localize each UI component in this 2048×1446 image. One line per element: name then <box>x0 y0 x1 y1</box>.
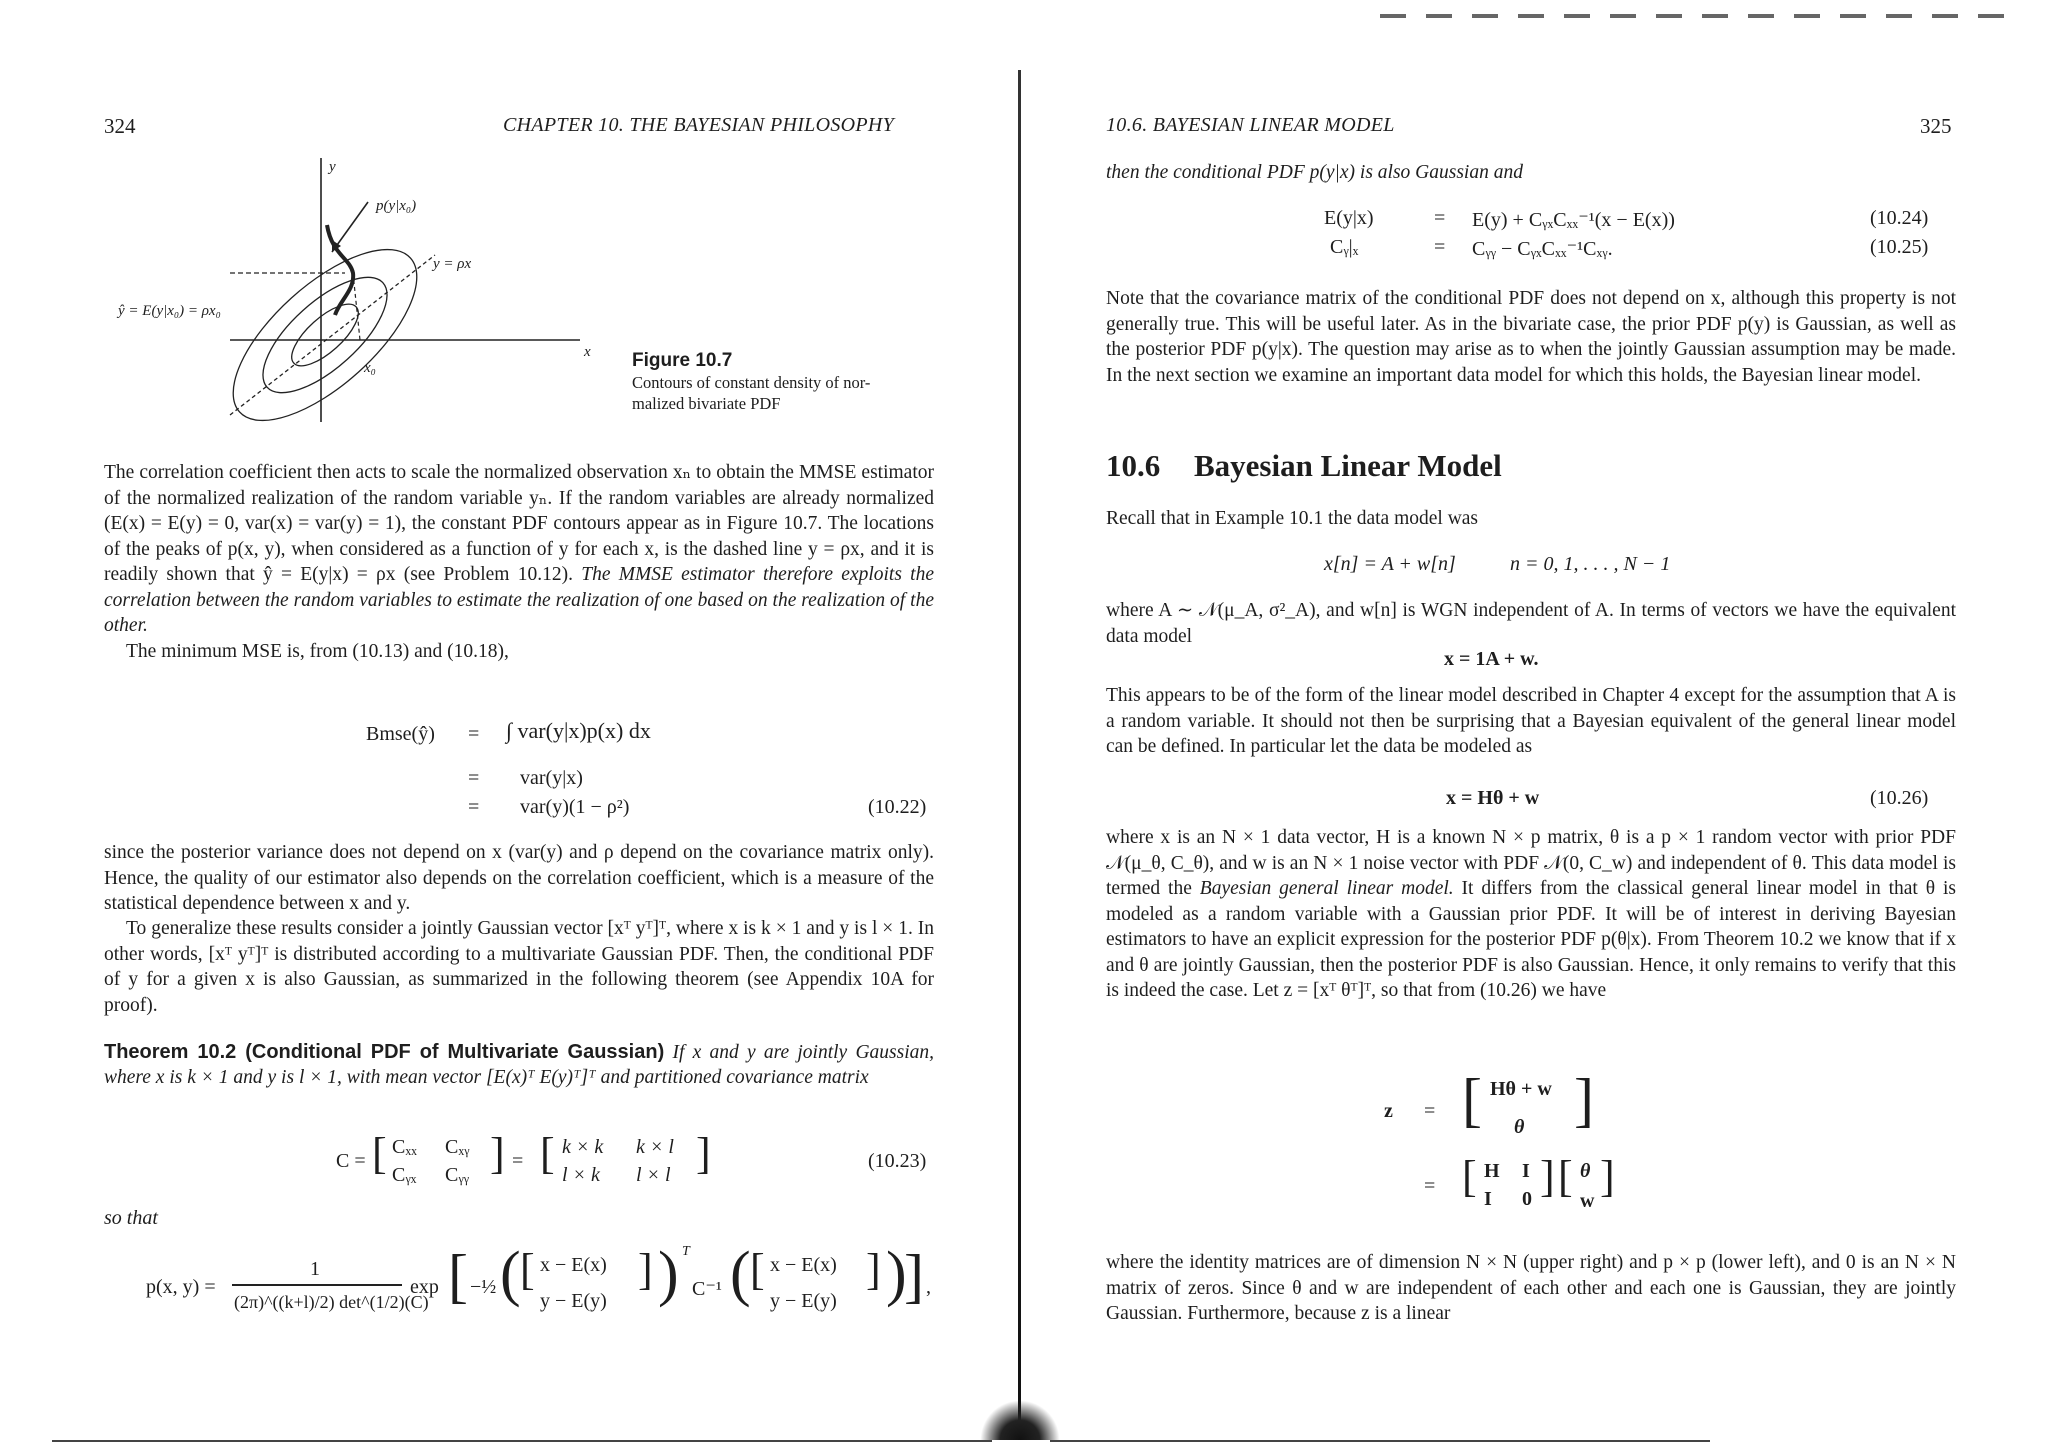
book-gutter <box>1018 70 1021 1425</box>
z-m22: 0 <box>1522 1188 1532 1210</box>
figure-label-estimate: ŷ = E(y|x₀) = ρx₀ <box>118 303 221 319</box>
left-page: 324 CHAPTER 10. THE BAYESIAN PHILOSOPHY y x p(y|x₀) y = ρx ŷ = E(y|x₀) = ρx₀ x₀ Figure 10.7 Contours of constant density of nor- malized bivariate PDF The correlation coefficient then acts to scale the normalized observation xₙ to obtain the MMSE estimator of the normalized realization of the random variable yₙ. If the random variables are already normalized (E(x) = E(y) = 0, var(x) = var(y) = 1), the constant PDF contours appear as in Figure 10.7. The locations of the peaks of p(x, y), when considered as a function of y for each x, is the dashed line y = ρx, and it is readily shown that ŷ = E(y|x) = ρx (see Problem 10.12). The MMSE estimator therefore exploits the correlation between the random variables to estimate the realization of one based on the realization of the other. The minimum MSE is, from (10.13) and (10.18), Bmse(ŷ) = ∫ var(y|x)p(x) dx = var(y|x) = var(y)(1 − ρ²) (10.22) since the posterior variance does not depend on x (var(y) and ρ depend on the covariance matrix only). Hence, the quality of our estimator also depends on the correlation coefficient, which is a measure of the statistical dependence between x and y. To generalize these results consider a jointly Gaussian vector [xᵀ yᵀ]ᵀ, where x is k × 1 and y is l × 1. In other words, [xᵀ yᵀ]ᵀ is distributed according to a multivariate Gaussian PDF. Then, the conditional PDF of y for a given x is also Gaussian, as summarized in the following theorem (see Appendix 10A for proof). Theorem 10.2 (Conditional PDF of Multivariate Gaussian) If x and y are jointly Gaussian, where x is k × 1 and y is l × 1, with mean vector [E(x)ᵀ E(y)ᵀ]ᵀ and partitioned covariance matrix C = [ Cₓₓ Cₓᵧ Cᵧₓ Cᵧᵧ ] = [ k × k k × l l × k l × l ] (10.23) so that p(x, y) = 1 (2π)^((k+l)/2) det^(1/2)(C) exp [ −½ ( [ x − E(x) y − E(y) ] ) T C⁻¹ ( [ x − E(x) y − E(y) ] ) ] , <box>0 0 1020 1446</box>
eq24-lhs: E(y|x) <box>1324 207 1374 229</box>
pdf-vec-bottom: y − E(y) <box>540 1290 607 1312</box>
bmse-rhs-final: var(y)(1 − ρ²) <box>520 796 630 818</box>
right-page: 10.6. BAYESIAN LINEAR MODEL 325 then the conditional PDF p(y|x) is also Gaussian and E(y|x) = E(y) + CᵧₓCₓₓ⁻¹(x − E(x)) (10.24) Cᵧ|ₓ = Cᵧᵧ − CᵧₓCₓₓ⁻¹Cₓᵧ. (10.25) Note that the covariance matrix of the conditional PDF does not depend on x, although this property is not generally true. This will be useful later. As in the bivariate case, the prior PDF p(y) is Gaussian, as well as the posterior PDF p(y|x). The question may arise as to when the jointly Gaussian assumption may be made. In the next section we examine an important data model for which this holds, the Bayesian linear model. 10.6 Bayesian Linear Model Recall that in Example 10.1 the data model was x[n] = A + w[n] n = 0, 1, . . . , N − 1 where A ∼ 𝒩(μ_A, σ²_A), and w[n] is WGN independent of A. In terms of vectors we have the equivalent data model x = 1A + w. This appears to be of the form of the linear model described in Chapter 4 except for the assumption that A is a random variable. It should not then be surprising that a Bayesian equivalent of the general linear model can be defined. In particular let the data be modeled as x = Hθ + w (10.26) where x is an N × 1 data vector, H is a known N × p matrix, θ is a p × 1 random vector with prior PDF 𝒩(μ_θ, C_θ), and w is an N × 1 noise vector with PDF 𝒩(0, C_w) and independent of θ. This data model is termed the Bayesian general linear model. It differs from the classical general linear model in that θ is modeled as a random variable with a Gaussian prior PDF. It will be of interest in deriving Bayesian estimators to have an explicit expression for the posterior PDF p(θ|x). From Theorem 10.2 we know that if x and θ are jointly Gaussian, then the posterior PDF is also Gaussian. Hence, it only remains to verify that this is indeed the case. Let z = [xᵀ θᵀ]ᵀ, so that from (10.26) we have z = [ Hθ + w θ ] = [ H I I 0 ] [ θ w ] where the identity matrices are of dimension N × N (upper right) and p × p (lower left), and 0 is an N × N matrix of zeros. Since θ and w are independent of each other and each one is Gaussian, they are jointly Gaussian. Furthermore, because z is a linear <box>1024 0 2048 1446</box>
pdf-vec-top: x − E(x) <box>540 1254 607 1276</box>
pdf-exp: exp <box>410 1276 439 1298</box>
data-model-range: n = 0, 1, . . . , N − 1 <box>1510 553 1671 575</box>
pdf-vec-top-2: x − E(x) <box>770 1254 837 1276</box>
pdf-denominator: (2π)^((k+l)/2) det^(1/2)(C) <box>234 1292 429 1312</box>
figure-10-7 <box>100 150 620 430</box>
paragraph-recall: Recall that in Example 10.1 the data model was <box>1106 508 1479 529</box>
vector-data-model: x = 1A + w. <box>1444 648 1539 670</box>
conditional-density-curve <box>327 225 353 315</box>
cov-lhs: C = <box>336 1150 366 1172</box>
figure-label-x: x <box>584 344 591 360</box>
figure-label-x0: x₀ <box>364 360 376 376</box>
theorem-text: If x and y are jointly Gaussian, where x is k × 1 and y is l × 1, with mean vector [E(x)ᵀ E(y)ᵀ]ᵀ and partitioned covariance matrix <box>104 1042 935 1088</box>
paragraph-correlation: The correlation coefficient then acts to scale the normalized observation xₙ to obtain the MMSE estimator of the normalized realization of the random variable yₙ. If the random variables are already normalized (E(x) = E(y) = 0, var(x) = var(y) = 1), the constant PDF contours appear as in Figure 10.7. The locations of the peaks of p(x, y), when considered as a function of y for each x, is the dashed line y = ρx, and it is readily shown that ŷ = E(y|x) = ρx (see Problem 10.12). The MMSE estimator therefore exploits the correlation between the random variables to estimate the realization of one based on the realization of the other. <box>104 462 935 636</box>
bmse-rhs-var: var(y|x) <box>520 767 583 789</box>
section-number: 10.6 <box>1106 448 1161 483</box>
paragraph-correlation-emphasis: The MMSE estimator therefore exploits the correlation between the random variables to estimate the realization of one based on the realization of the other. <box>104 564 935 636</box>
figure-caption-title: Figure 10.7 <box>632 350 733 371</box>
eq25-lhs: Cᵧ|ₓ <box>1330 236 1359 258</box>
paragraph-generalize: To generalize these results consider a jointly Gaussian vector [xᵀ yᵀ]ᵀ, where x is k × 1 and y is l × 1. In other words, [xᵀ yᵀ]ᵀ is distributed according to a multivariate Gaussian PDF. Then, the conditional PDF of y for a given x is also Gaussian, as summarized in the following theorem (see Appendix 10A for proof). <box>104 918 934 1016</box>
cov-m22: Cᵧᵧ <box>445 1164 469 1186</box>
cov-m12: Cₓᵧ <box>445 1136 470 1158</box>
cov-eq: = <box>512 1150 524 1172</box>
bayesian-general-linear-model-term: Bayesian general linear model. <box>1199 878 1454 899</box>
z-w2: w <box>1580 1190 1595 1212</box>
section-title: Bayesian Linear Model <box>1194 448 1502 483</box>
figure-label-line: y = ρx <box>433 256 472 272</box>
eq24-rhs: E(y) + CᵧₓCₓₓ⁻¹(x − E(x)) <box>1472 209 1675 231</box>
page-number-left: 324 <box>104 114 136 138</box>
page-number-right: 325 <box>1920 114 1952 138</box>
so-that-label: so that <box>104 1207 158 1229</box>
theorem-10-2 <box>104 1040 934 1090</box>
equation-number-10-24: (10.24) <box>1870 207 1929 229</box>
theorem-title: Theorem 10.2 (Conditional PDF of Multivariate Gaussian) <box>104 1041 665 1063</box>
z-vec-bottom: θ <box>1514 1116 1525 1138</box>
eq24-eq: = <box>1434 207 1446 229</box>
equation-number-10-25: (10.25) <box>1870 236 1929 258</box>
pdf-half: −½ <box>470 1276 497 1298</box>
bmse-eq-2: = <box>468 767 480 789</box>
eq25-eq: = <box>1434 236 1446 258</box>
z-vec-top: Hθ + w <box>1490 1078 1552 1100</box>
paragraph-prior: where A ∼ 𝒩(μ_A, σ²_A), and w[n] is WGN independent of A. In terms of vectors we have the equivalent data model <box>1106 600 1956 647</box>
pdf-lhs: p(x, y) = <box>146 1276 216 1298</box>
contour-middle <box>245 258 405 411</box>
z-lhs: z <box>1384 1100 1393 1122</box>
paragraph-theorem-conclusion: then the conditional PDF p(y|x) is also Gaussian and <box>1106 162 1523 183</box>
cov-d11: k × k <box>562 1136 604 1158</box>
pdf-vec-bottom-2: y − E(y) <box>770 1290 837 1312</box>
paragraph-posterior-variance: since the posterior variance does not depend on x (var(y) and ρ depend on the covariance matrix only). Hence, the quality of our estimator also depends on the correlation coefficient, which is a measure of the statistical dependence between x and y. <box>104 842 934 914</box>
running-head-left: CHAPTER 10. THE BAYESIAN PHILOSOPHY <box>503 114 895 136</box>
z-w1: θ <box>1580 1160 1591 1182</box>
data-model-equation: x[n] = A + w[n] <box>1324 553 1456 575</box>
figure-label-y: y <box>329 159 336 175</box>
cov-d22: l × l <box>636 1164 671 1186</box>
z-eq-1: = <box>1424 1100 1436 1122</box>
bmse-eq-1: = <box>468 723 480 745</box>
paragraph-bayesian-general-linear-model: where x is an N × 1 data vector, H is a known N × p matrix, θ is a p × 1 random vector with prior PDF 𝒩(μ_θ, C_θ), and w is an N × 1 noise vector with PDF 𝒩(0, C_w) and independent of θ. This data model is termed the Bayesian general linear model. It differs from the classical general linear model in that θ is modeled as a random variable with a Gaussian prior PDF. It will be of interest in deriving Bayesian estimators to have an explicit expression for the posterior PDF p(θ|x). From Theorem 10.2 we know that if x and θ are jointly Gaussian, then the posterior PDF is also Gaussian. Hence, it only remains to verify that this is indeed the case. Let z = [xᵀ θᵀ]ᵀ, so that from (10.26) we have <box>1106 827 1957 1001</box>
pdf-transpose: T <box>682 1244 690 1259</box>
pdf-fraction-bar <box>232 1284 402 1286</box>
cov-m11: Cₓₓ <box>392 1136 417 1158</box>
z-m12: I <box>1522 1160 1530 1182</box>
z-m11: H <box>1484 1160 1500 1182</box>
cov-m21: Cᵧₓ <box>392 1164 417 1186</box>
figure-caption <box>632 350 952 414</box>
figure-label-density: p(y|x₀) <box>376 198 417 214</box>
figure-caption-text-1: Contours of constant density of nor- <box>632 373 871 392</box>
cov-d12: k × l <box>636 1136 674 1158</box>
figure-caption-text-2: malized bivariate PDF <box>632 394 781 413</box>
bmse-eq-3: = <box>468 796 480 818</box>
eq26-expression: x = Hθ + w <box>1446 787 1540 809</box>
pdf-numerator: 1 <box>310 1258 320 1280</box>
pdf-cinv: C⁻¹ <box>692 1278 722 1300</box>
cov-d21: l × k <box>562 1164 600 1186</box>
contour-outer <box>206 221 444 430</box>
bottom-edge-left <box>52 1440 992 1442</box>
bmse-rhs-integral: ∫ var(y|x)p(x) dx <box>506 718 651 743</box>
equation-number-10-26: (10.26) <box>1870 787 1929 809</box>
paragraph-covariance-note: Note that the covariance matrix of the conditional PDF does not depend on x, although this property is not generally true. This will be useful later. As in the bivariate case, the prior PDF p(y) is Gaussian, as well as the posterior PDF p(y|x). The question may arise as to when the jointly Gaussian assumption may be made. In the next section we examine an important data model for which this holds, the Bayesian linear model. <box>1106 288 1956 386</box>
z-eq-2: = <box>1424 1175 1436 1197</box>
z-m21: I <box>1484 1188 1492 1210</box>
paragraph-linear-model: This appears to be of the form of the linear model described in Chapter 4 except for the assumption that A is a random variable. It should not then be surprising that a Bayesian equivalent of the general linear model can be defined. In particular let the data be modeled as <box>1106 685 1956 757</box>
dashed-line-y-rho-x <box>230 255 435 415</box>
eq25-rhs: Cᵧᵧ − CᵧₓCₓₓ⁻¹Cₓᵧ. <box>1472 238 1613 260</box>
paragraph-minimum-mse: The minimum MSE is, from (10.13) and (10.18), <box>126 641 509 662</box>
equation-number-10-22: (10.22) <box>868 796 927 818</box>
running-head-right: 10.6. BAYESIAN LINEAR MODEL <box>1106 114 1395 136</box>
paragraph-identity-matrices: where the identity matrices are of dimension N × N (upper right) and p × p (lower left), and 0 is an N × N matrix of zeros. Since θ and w are independent of each other and each one is Gaussian, they are jointly Gaussian. Furthermore, because z is a linear <box>1106 1252 1956 1324</box>
bmse-lhs: Bmse(ŷ) <box>366 723 435 745</box>
equation-number-10-23: (10.23) <box>868 1150 927 1172</box>
contour-inner <box>282 294 367 375</box>
pdf-comma: , <box>926 1276 931 1298</box>
